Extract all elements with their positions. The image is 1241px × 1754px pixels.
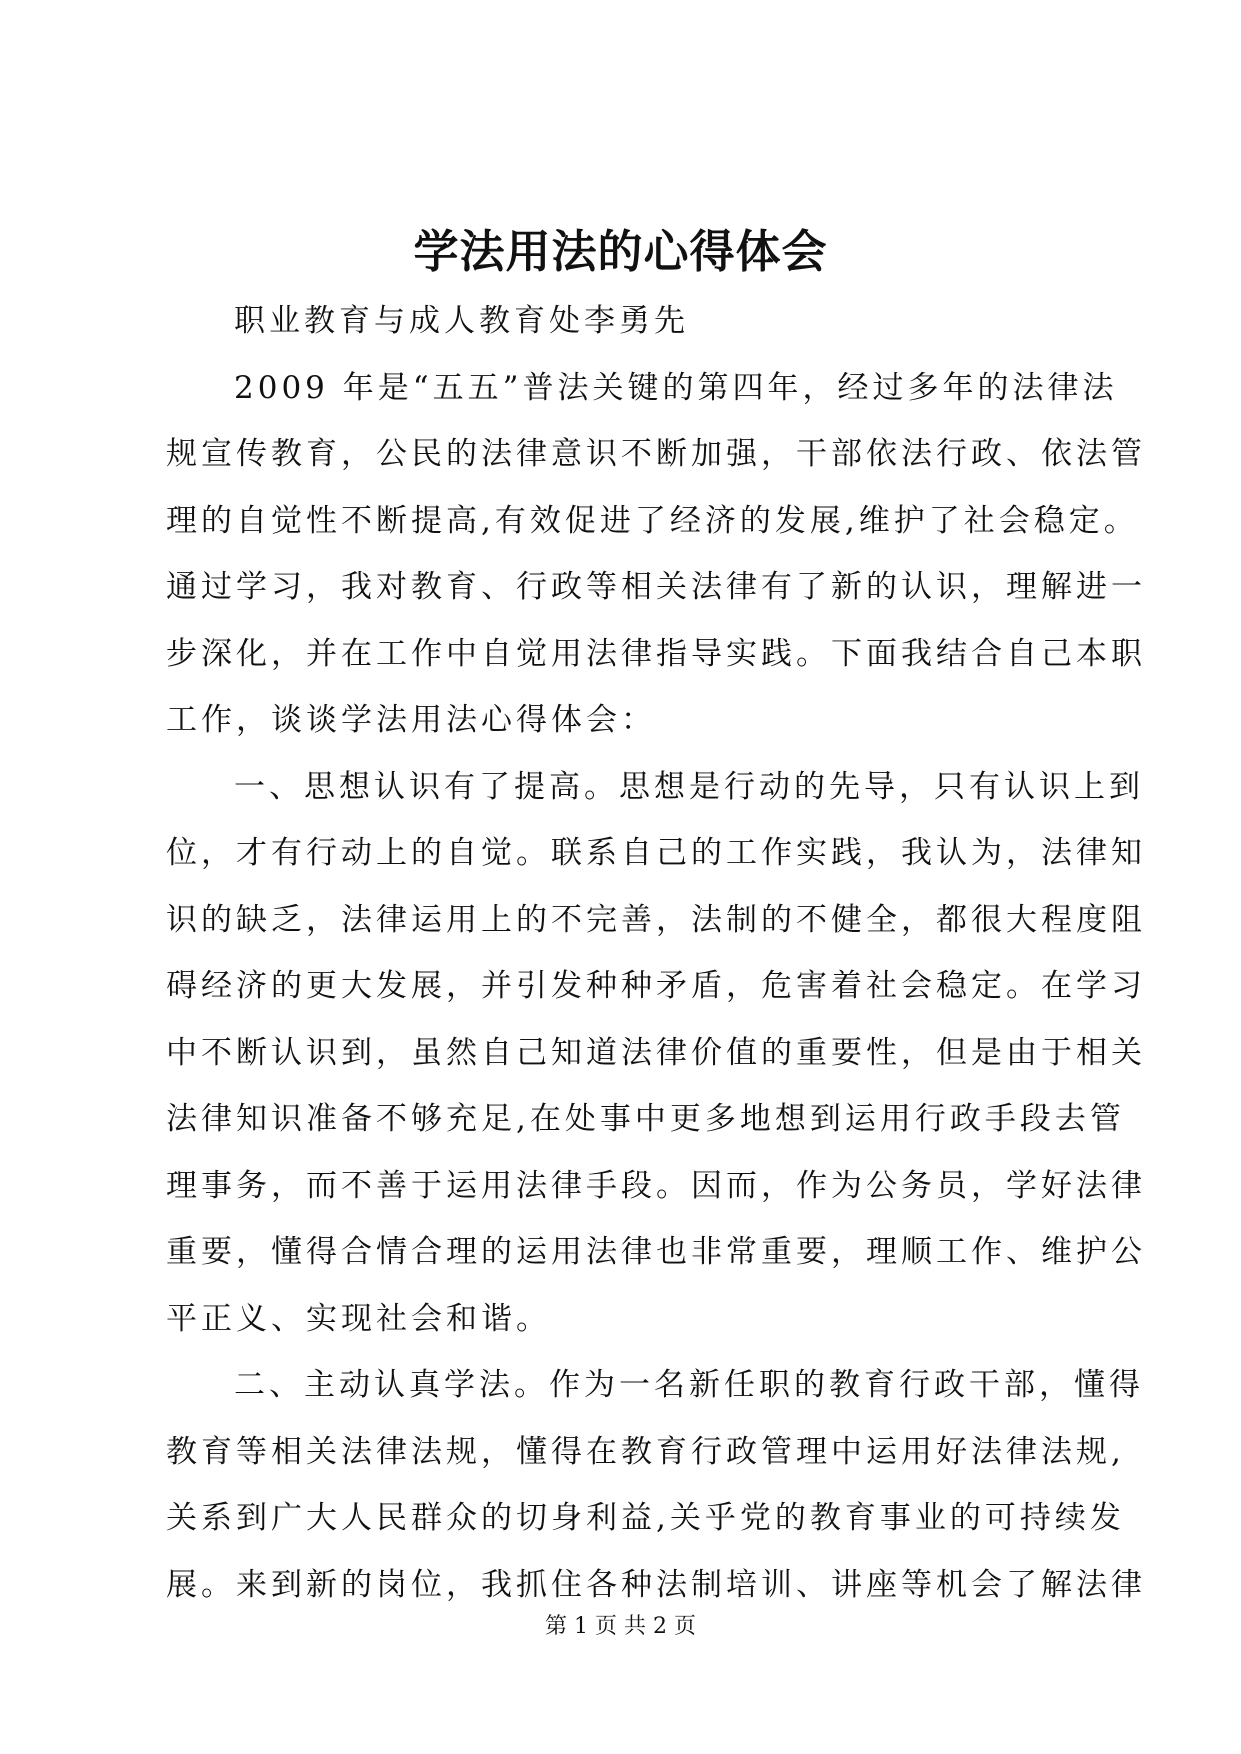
paragraph-line: 理事务，而不善于运用法律手段。因而，作为公务员，学好法律	[166, 1167, 1146, 1204]
paragraph-line: 通过学习，我对教育、行政等相关法律有了新的认识，理解进一	[166, 569, 1146, 605]
paragraph-line: 法律知识准备不够充足,在处事中更多地想到运用行政手段去管	[166, 1101, 1125, 1137]
paragraph-line: 一、思想认识有了提高。思想是行动的先导，只有认识上到	[234, 768, 1144, 805]
document-body	[166, 288, 1146, 1618]
paragraph-line: 中不断认识到，虽然自己知道法律价值的重要性，但是由于相关	[166, 1034, 1146, 1071]
paragraph-line: 规宣传教育，公民的法律意识不断加强，干部依法行政、依法管	[166, 436, 1146, 472]
paragraph-line: 2009 年是“五五”普法关键的第四年，经过多年的法律法	[234, 369, 1118, 406]
paragraph-line: 二、主动认真学法。作为一名新任职的教育行政干部，懂得	[234, 1367, 1144, 1403]
paragraph-line: 理的自觉性不断提高,有效促进了经济的发展,维护了社会稳定。	[166, 502, 1139, 539]
paragraph-line: 教育等相关法律法规，懂得在教育行政管理中运用好法律法规,	[166, 1433, 1125, 1470]
paragraph-line: 工作，谈谈学法用法心得体会：	[166, 702, 656, 738]
paragraph-line: 展。来到新的岗位，我抓住各种法制培训、讲座等机会了解法律	[166, 1566, 1146, 1603]
paragraph-line: 步深化，并在工作中自觉用法律指导实践。下面我结合自己本职	[166, 635, 1146, 672]
author-line: 职业教育与成人教育处李勇先	[234, 303, 689, 339]
paragraph-line: 识的缺乏，法律运用上的不完善，法制的不健全，都很大程度阻	[166, 901, 1146, 938]
page-footer: 第 1 页 共 2 页	[545, 1614, 696, 1639]
paragraph-line: 碍经济的更大发展，并引发种种矛盾，危害着社会稳定。在学习	[166, 968, 1146, 1004]
paragraph-line: 重要，懂得合情合理的运用法律也非常重要，理顺工作、维护公	[166, 1234, 1146, 1270]
document-title: 学法用法的心得体会	[413, 225, 828, 278]
paragraph-line: 位，才有行动上的自觉。联系自己的工作实践，我认为，法律知	[166, 835, 1146, 871]
paragraph-line: 平正义、实现社会和谐。	[166, 1300, 551, 1337]
paragraph-line: 关系到广大人民群众的切身利益,关乎党的教育事业的可持续发	[166, 1500, 1125, 1536]
